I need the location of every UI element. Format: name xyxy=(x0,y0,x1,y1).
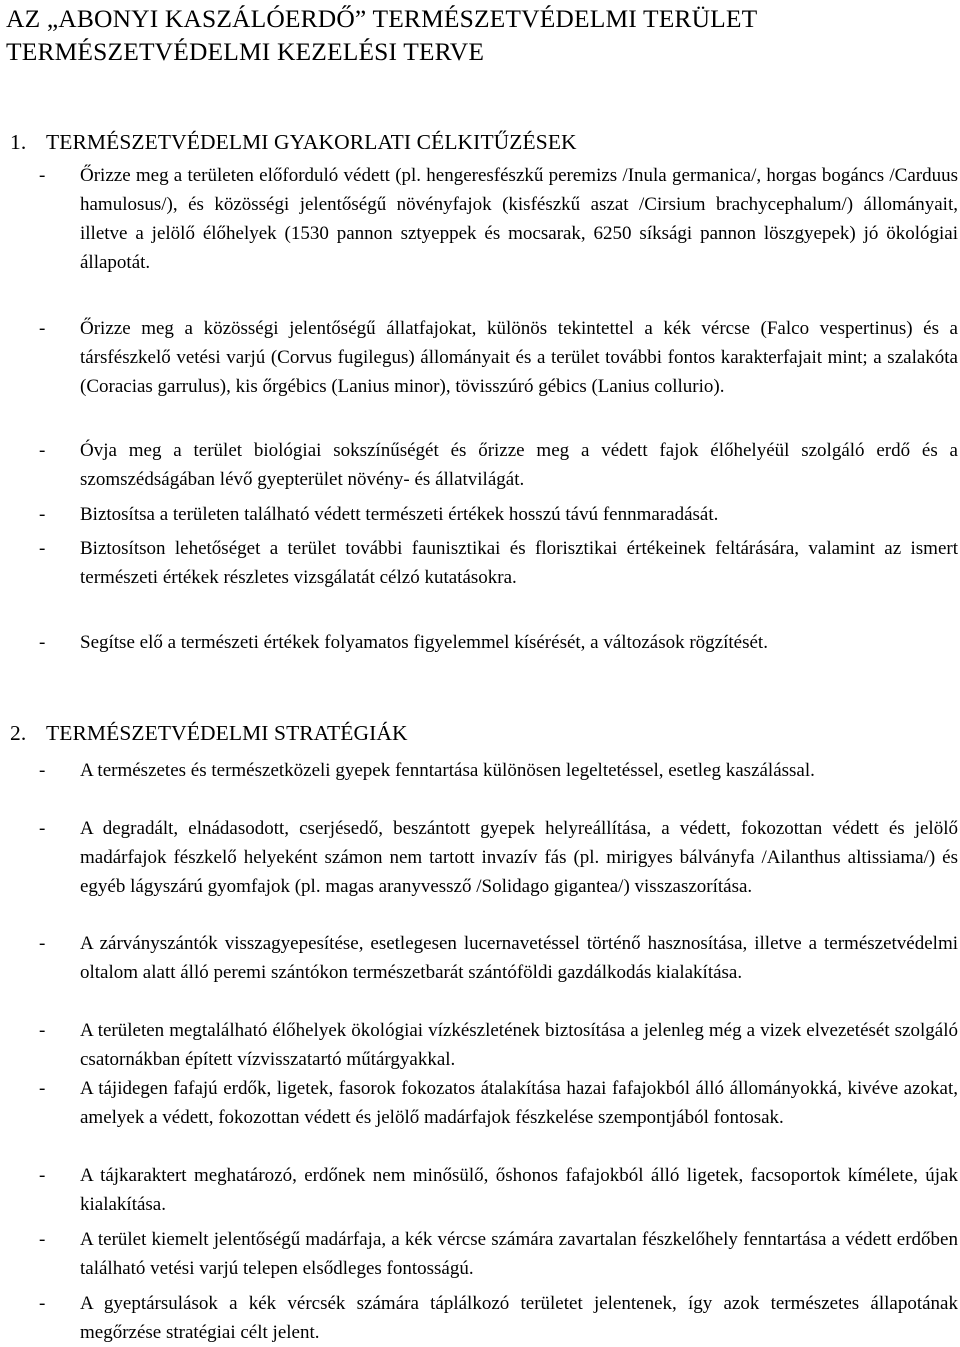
list-item-text: A tájidegen fafajú erdők, ligetek, fasorok fokozatos átalakítása hazai fafajokból álló állományokká, kivéve azokat, amelyek a védett, fokozottan védett és jelölő madárfajok fészkelése szempontjából fontosak. xyxy=(80,1078,958,1128)
list-item xyxy=(0,1225,958,1283)
section-number: 2. xyxy=(10,721,27,745)
list-bullet: - xyxy=(39,818,46,839)
list-item-text: A tájkaraktert meghatározó, erdőnek nem minősülő, őshonos fafajokból álló ligetek, facsoportok kímélete, újak kialakítása. xyxy=(80,1165,958,1215)
list-item xyxy=(0,1016,958,1074)
list-item xyxy=(0,161,958,277)
list-bullet: - xyxy=(39,1020,46,1041)
list-item xyxy=(0,436,958,494)
list-bullet: - xyxy=(39,504,46,525)
list-item-text: A területen megtalálható élőhelyek ökológiai vízkészletének biztosítása a jelenleg még a vizek elvezetését szolgáló csatornákban épített vízvisszatartó műtárgyakkal. xyxy=(80,1020,958,1070)
list-item-text: A természetes és természetközeli gyepek fenntartása különösen legeltetéssel, esetleg kaszálással. xyxy=(80,760,815,781)
list-item-text: A degradált, elnádasodott, cserjésedő, beszántott gyepek helyreállítása, a védett, fokozottan védett és jelölő madárfajok fészkelő helyeként számon nem tartott invazív fás (pl. mirigyes bálványfa /Ailanthus altissiama/) és egyéb lágyszárú gyomfajok (pl. magas aranyvessző /Solidago gigantea/) visszaszorítása. xyxy=(80,818,958,897)
list-item-text: Óvja meg a terület biológiai sokszínűségét és őrizze meg a védett fajok élőhelyéül szolgáló erdő és a szomszédságában lévő gyepterület növény- és állatvilágát. xyxy=(80,440,958,490)
section-heading-strategies xyxy=(10,719,950,748)
list-bullet: - xyxy=(39,933,46,954)
list-bullet: - xyxy=(39,318,46,339)
list-item xyxy=(0,628,958,657)
list-bullet: - xyxy=(39,165,46,186)
list-bullet: - xyxy=(39,1229,46,1250)
list-item xyxy=(0,1289,958,1347)
list-item-text: Őrizze meg a közösségi jelentőségű állatfajokat, különös tekintettel a kék vércse (Falco vespertinus) és a társfészkelő vetési varjú (Corvus fugilegus) állományait és a terület további fontos karakterfajait mint; a szalakóta (Coracias garrulus), kis őrgébics (Lanius minor), tövisszúró gébics (Lanius collurio). xyxy=(80,318,958,397)
list-item-text: Biztosítsa a területen található védett természeti értékek hosszú távú fennmaradását. xyxy=(80,504,719,525)
list-item-text: Segítse elő a természeti értékek folyamatos figyelemmel kísérését, a változások rögzítését. xyxy=(80,632,768,653)
document-title-line-2: TERMÉSZETVÉDELMI KEZELÉSI TERVE xyxy=(6,37,485,66)
document-title-line-1: AZ „ABONYI KASZÁLÓERDŐ” TERMÉSZETVÉDELMI TERÜLET xyxy=(6,4,758,33)
list-item-text: Biztosítson lehetőséget a terület további faunisztikai és florisztikai értékeinek feltárására, valamint az ismert természeti értékek részletes vizsgálatát célzó kutatásokra. xyxy=(80,538,958,588)
list-bullet: - xyxy=(39,760,46,781)
list-item xyxy=(0,534,958,592)
list-bullet: - xyxy=(39,538,46,559)
list-item xyxy=(0,314,958,401)
list-item xyxy=(0,756,958,785)
list-item-text: A zárványszántók visszagyepesítése, esetlegesen lucernavetéssel történő hasznosítása, illetve a természetvédelmi oltalom alatt álló peremi szántókon természetbarát szántóföldi gazdálkodás kialakítása. xyxy=(80,933,958,983)
list-item xyxy=(0,500,958,529)
list-bullet: - xyxy=(39,632,46,653)
list-bullet: - xyxy=(39,1165,46,1186)
list-item xyxy=(0,814,958,901)
list-item-text: Őrizze meg a területen előforduló védett (pl. hengeresfészkű peremizs /Inula germanica/, horgas bogáncs /Carduus hamulosus/), és közösségi jelentőségű növényfajok (kisfészkű aszat /Cirsium brachycephalum/) állományait, illetve a jelölő élőhelyek (1530 pannon sztyeppek és mocsarak, 6250 síksági pannon löszgyepek) jó ökológiai állapotát. xyxy=(80,165,958,273)
list-bullet: - xyxy=(39,1078,46,1099)
section-heading-goals xyxy=(10,128,950,157)
section-title: TERMÉSZETVÉDELMI GYAKORLATI CÉLKITŰZÉSEK xyxy=(46,130,577,154)
list-item xyxy=(0,1074,958,1132)
section-title: TERMÉSZETVÉDELMI STRATÉGIÁK xyxy=(46,721,408,745)
list-item-text: A gyeptársulások a kék vércsék számára táplálkozó területet jelentenek, így azok természetes állapotának megőrzése stratégiai célt jelent. xyxy=(80,1293,958,1343)
list-item-text: A terület kiemelt jelentőségű madárfaja, a kék vércse számára zavartalan fészkelőhely fenntartása a védett erdőben található vetési varjú telepen elsődleges fontosságú. xyxy=(80,1229,958,1279)
section-number: 1. xyxy=(10,130,27,154)
document-title xyxy=(6,2,956,68)
list-bullet: - xyxy=(39,1293,46,1314)
list-item xyxy=(0,1161,958,1219)
list-item xyxy=(0,929,958,987)
list-bullet: - xyxy=(39,440,46,461)
